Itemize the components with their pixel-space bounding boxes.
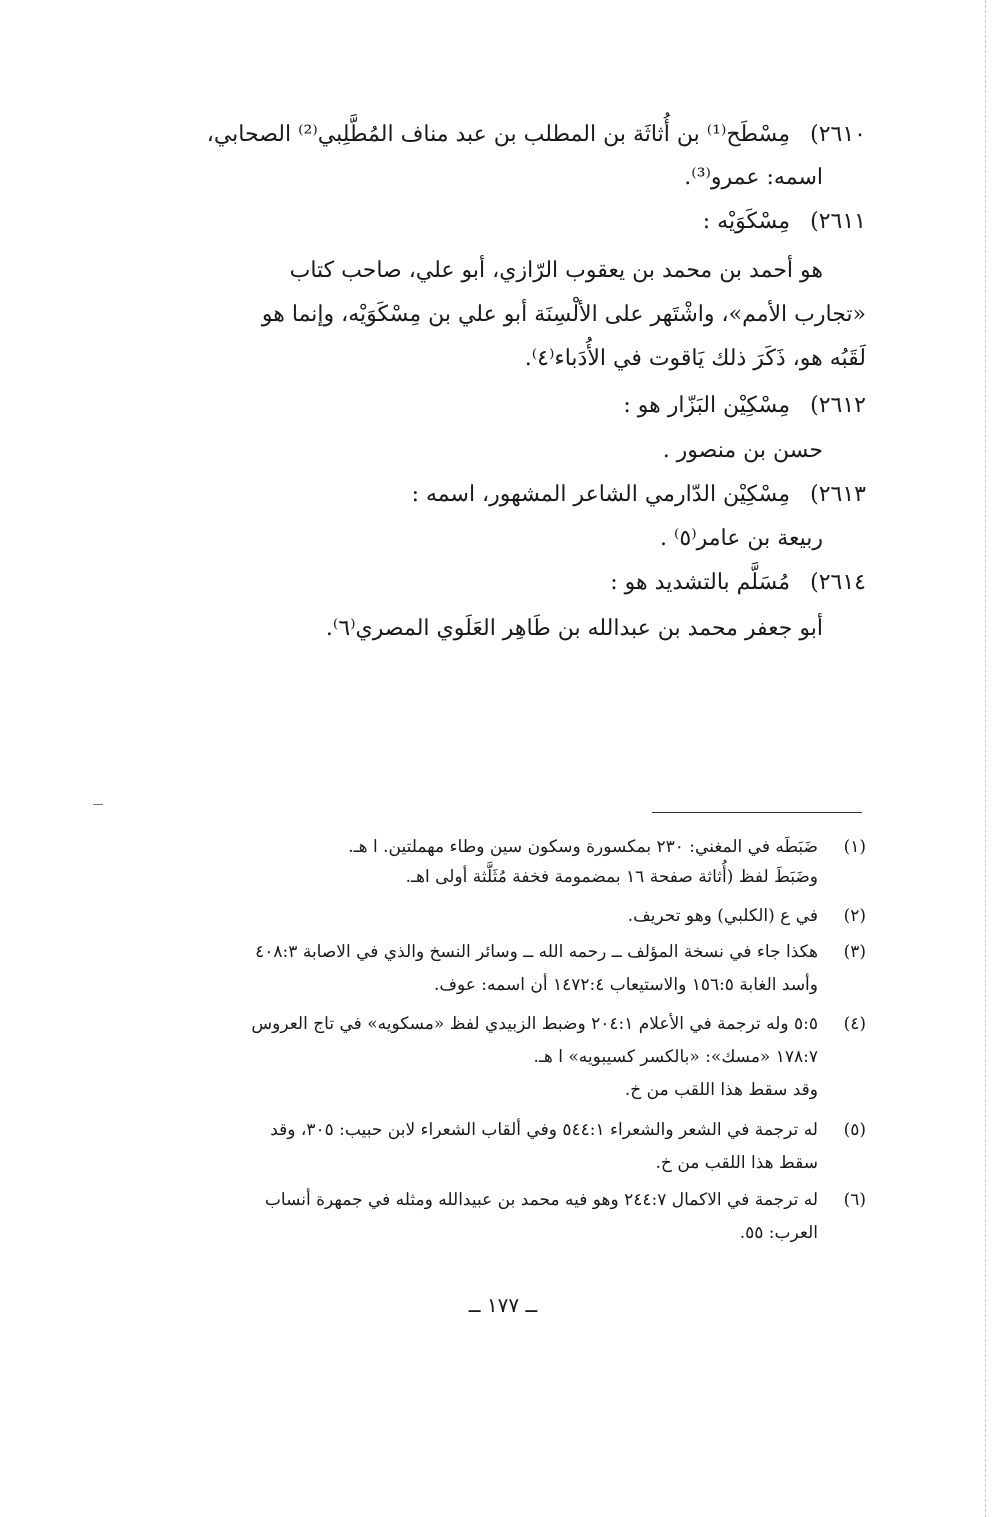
entry-2613-heading <box>146 480 866 510</box>
footnote-number: (٢) <box>843 906 866 926</box>
entry-heading: مِسْكِيْن البَزّار هو : <box>623 393 790 418</box>
footnote-separator <box>652 812 862 813</box>
entry-number: ٢٦١٣) <box>810 482 866 507</box>
entry-2612-body-1: حسن بن منصور . <box>662 438 823 463</box>
footnote-2-line-1 <box>146 903 866 929</box>
entry-2611-body-3: لَقَبُه هو، ذَكَرَ ذلك يَاقوت في الأُدَباء⁽٤⁾. <box>524 346 866 371</box>
entry-2611-body-1: هو أحمد بن محمد بن يعقوب الرّازي، أبو علي، صاحب كتاب <box>289 258 823 283</box>
footnote-3-line-1 <box>146 939 866 965</box>
entry-2611-heading <box>146 207 866 237</box>
scan-edge-line <box>985 0 986 1517</box>
entry-heading: مِسْكَوَيْه : <box>702 209 790 234</box>
footnote-4-line-1 <box>146 1011 866 1037</box>
footnote-text: ضَبَطَه في المغني: ٢٣٠ بمكسورة وسكون سين وطاء مهملتين. ا هـ. <box>348 837 818 857</box>
entry-text: مِسْطَح⁽¹⁾ بن أُثاثَة بن المطلب بن عبد مناف المُطَّلِبي⁽²⁾ الصحابي، <box>206 122 790 147</box>
footnote-text: هكذا جاء في نسخة المؤلف ــ رحمه الله ــ وسائر النسخ والذي في الاصابة ٤٠٨:٣ <box>255 942 818 962</box>
footnote-number: (٣) <box>843 942 866 962</box>
entry-2610-line-1 <box>146 120 866 150</box>
footnote-text: ٥:٥ وله ترجمة في الأعلام ٢٠٤:١ وضبط الزبيدي لفظ «مسكويه» في تاج العروس <box>251 1014 818 1034</box>
footnote-number: (٥) <box>843 1120 866 1140</box>
entry-2614-body-1: أبو جعفر محمد بن عبدالله بن طَاهِر العَلَوي المصري⁽٦⁾. <box>325 616 823 641</box>
entry-2611-body-2: «تجارب الأمم»، واشْتَهر على الألْسِنَة أبو علي بن مِسْكَوَيْه، وإنما هو <box>261 302 866 327</box>
footnote-1-line-2: وضَبَطَ لفظ (أُثاثة صفحة ١٦ بمضمومة فخفة مُثَلَّثة أولى اهـ. <box>405 867 818 887</box>
scan-mark <box>93 804 103 805</box>
entry-2614-heading <box>146 568 866 598</box>
entry-2612-heading <box>146 391 866 421</box>
footnote-text: له ترجمة في الشعر والشعراء ٥٤٤:١ وفي ألقاب الشعراء لابن حبيب: ٣٠٥، وقد <box>270 1120 818 1140</box>
footnote-1-line-1 <box>146 834 866 860</box>
entry-number: ٢٦١١) <box>810 209 866 234</box>
page-number: ــ ١٧٧ ــ <box>468 1293 538 1317</box>
entry-number: ٢٦١٤) <box>810 570 866 595</box>
footnote-text: له ترجمة في الاكمال ٢٤٤:٧ وهو فيه محمد بن عبيدالله ومثله في جمهرة أنساب <box>264 1190 818 1210</box>
entry-heading: مِسْكِيْن الدّارمي الشاعر المشهور، اسمه : <box>411 482 790 507</box>
footnote-number: (١) <box>843 837 866 857</box>
footnote-number: (٤) <box>843 1014 866 1034</box>
footnote-5-line-2: سقط هذا اللقب من خ. <box>655 1153 818 1173</box>
footnote-3-line-2: وأسد الغابة ١٥٦:٥ والاستيعاب ١٤٧٢:٤ أن اسمه: عوف. <box>433 975 818 995</box>
footnote-6-line-1 <box>146 1187 866 1213</box>
footnote-number: (٦) <box>843 1190 866 1210</box>
entry-number: ٢٦١٠) <box>810 122 866 147</box>
footnote-text: في ع (الكلبي) وهو تحريف. <box>627 906 818 926</box>
entry-number: ٢٦١٢) <box>810 393 866 418</box>
entry-2610-line-2: اسمه: عمرو⁽³⁾. <box>684 165 823 190</box>
entry-2613-body-1: ربيعة بن عامر⁽٥⁾ . <box>659 526 823 551</box>
footnote-4-line-2: ١٧٨:٧ «مسك»: «بالكسر كسيبويه» ا هـ. <box>533 1047 818 1067</box>
footnote-4-line-3: وقد سقط هذا اللقب من خ. <box>624 1080 818 1100</box>
entry-heading: مُسَلَّم بالتشديد هو : <box>610 570 790 595</box>
footnote-6-line-2: العرب: ٥٥. <box>739 1223 818 1243</box>
footnote-5-line-1 <box>146 1117 866 1143</box>
